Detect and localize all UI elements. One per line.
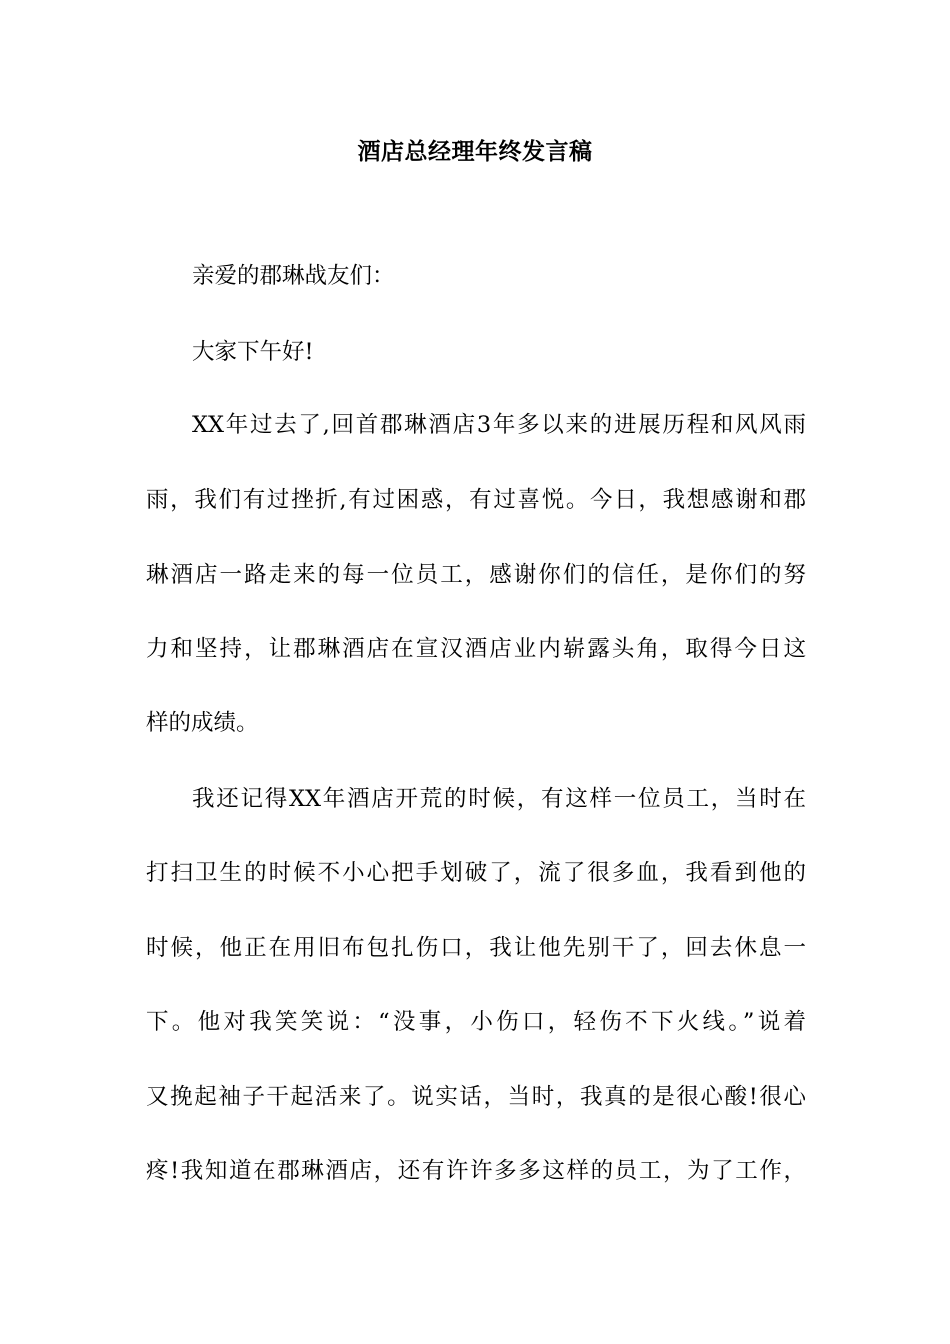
greeting-line: 大家下午好! <box>192 339 314 365</box>
paragraph-2-line-1: 我还记得XX年酒店开荒的时候，有这样一位员工，当时在 <box>192 786 806 812</box>
paragraph-2-line-3: 时候，他正在用旧布包扎伤口，我让他先别干了，回去休息一 <box>146 935 806 961</box>
paragraph-2-line-5: 又挽起袖子干起活来了。说实话，当时，我真的是很心酸!很心 <box>146 1084 806 1110</box>
salutation-line: 亲爱的郡琳战友们： <box>192 263 395 289</box>
paragraph-1-line-1: XX年过去了,回首郡琳酒店3年多以来的进展历程和风风雨 <box>192 412 806 438</box>
paragraph-2-line-2: 打扫卫生的时候不小心把手划破了，流了很多血，我看到他的 <box>146 860 806 886</box>
paragraph-1-line-4: 力和坚持，让郡琳酒店在宣汉酒店业内崭露头角，取得今日这 <box>146 636 806 662</box>
paragraph-1-line-3: 琳酒店一路走来的每一位员工，感谢你们的信任，是你们的努 <box>146 562 806 588</box>
paragraph-2-line-6: 疼!我知道在郡琳酒店，还有许许多多这样的员工，为了工作， <box>146 1158 806 1184</box>
paragraph-1-line-5: 样的成绩。 <box>146 710 259 736</box>
paragraph-1-line-2: 雨，我们有过挫折,有过困惑，有过喜悦。今日，我想感谢和郡 <box>146 487 806 513</box>
paragraph-2-line-4: 下。他对我笑笑说：“没事，小伤口，轻伤不下火线。”说着 <box>146 1009 806 1035</box>
document-title: 酒店总经理年终发言稿 <box>357 139 593 165</box>
